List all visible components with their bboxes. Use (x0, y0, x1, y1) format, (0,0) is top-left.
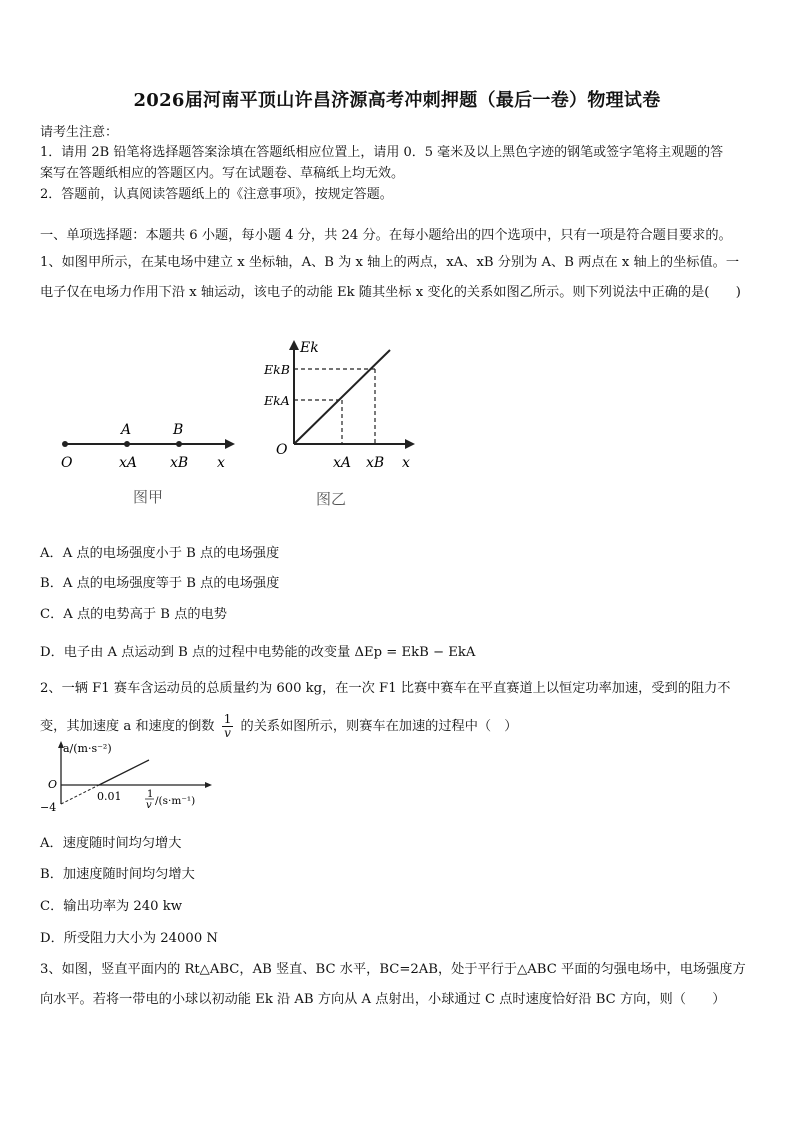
label-001: 0.01 (97, 790, 122, 803)
label-EkA: EkA (264, 393, 290, 408)
label-m4: −4 (40, 801, 57, 814)
q1-option-b: B．A 点的电场强度等于 B 点的电场强度 (40, 576, 280, 591)
q2-line-1: 2、一辆 F1 赛车含运动员的总质量约为 600 kg，在一次 F1 比赛中赛车在平直赛道上以恒定功率加速，受到的阻力不 (40, 681, 731, 696)
q1-line-2: 电子仅在电场力作用下沿 x 轴运动，该电子的动能 Ek 随其坐标 x 变化的关系如图乙所示。则下列说法中正确的是( ) (40, 285, 741, 300)
dashed-extension (61, 785, 99, 804)
point-B (176, 441, 182, 447)
q1-option-d: D．电子由 A 点运动到 B 点的过程中电势能的改变量 ΔEp = EkB − EkA (40, 645, 476, 660)
label-EkB: EkB (264, 362, 290, 377)
q2-option-c: C．输出功率为 240 kw (40, 899, 183, 914)
caption-jia: 图甲 (133, 488, 164, 506)
x-axis-arrow (225, 439, 235, 449)
notice-heading: 请考生注意： (40, 125, 119, 140)
q2-frac-den: v (224, 726, 231, 740)
label-xB: xB (170, 455, 189, 471)
caption-yi: 图乙 (316, 490, 347, 508)
point-A (124, 441, 130, 447)
section-heading: 一、单项选择题：本题共 6 小题，每小题 4 分，共 24 分。在每小题给出的四个选项中，只有一项是符合题目要求的。 (40, 228, 732, 243)
label-O: O (48, 778, 58, 791)
label-xA: xA (119, 455, 138, 471)
x-axis-arrow (205, 782, 212, 788)
label-x: x (217, 455, 225, 471)
q3-line-2: 向水平。若将一带电的小球以初动能 Ek 沿 AB 方向从 A 点射出，小球通过 C 点时速度恰好沿 BC 方向，则（ ） (40, 992, 726, 1007)
q2-fraction (222, 713, 234, 740)
q2-frac-num: 1 (223, 712, 232, 726)
q3-line-1: 3、如图，竖直平面内的 Rt△ABC，AB 竖直、BC 水平，BC=2AB，处于平行于△ABC 平面的匀强电场中，电场强度方 (40, 962, 746, 977)
figure-yi (258, 334, 428, 514)
label-O: O (276, 442, 288, 458)
notice-item-2: 2．答题前，认真阅读答题纸上的《注意事项》，按规定答题。 (40, 187, 393, 202)
q2-option-b: B．加速度随时间均匀增大 (40, 867, 195, 882)
label-x: x (402, 455, 410, 471)
notice-item-1-line-2: 案写在答题纸相应的答题区内。写在试题卷、草稿纸上均无效。 (40, 166, 405, 181)
label-O: O (61, 455, 73, 471)
xlabel-num: 1 (147, 789, 154, 800)
xlabel-unit: /(s·m⁻¹) (155, 795, 196, 807)
label-A: A (121, 422, 132, 438)
label-xA: xA (333, 455, 352, 471)
q2-graph (36, 738, 216, 820)
y-axis-arrow (289, 340, 299, 350)
ylabel: a/(m·s⁻²) (63, 742, 112, 755)
q2-line-2 (40, 713, 517, 740)
label-xB: xB (366, 455, 385, 471)
page-title: 2026届河南平顶山许昌济源高考冲刺押题（最后一卷）物理试卷 (133, 90, 661, 111)
q2-option-a: A．速度随时间均匀增大 (40, 836, 182, 851)
point-O (62, 441, 68, 447)
label-Ek: Ek (300, 340, 319, 356)
label-B: B (173, 422, 184, 438)
xlabel-den: v (146, 800, 152, 811)
q2-line-2-pre: 变，其加速度 a 和速度的倒数 (40, 719, 215, 734)
notice-item-1-line-1: 1．请用 2B 铅笔将选择题答案涂填在答题纸相应位置上，请用 0．5 毫米及以上黑色字迹的钢笔或签字笔将主观题的答 (40, 145, 724, 160)
a-line (99, 760, 149, 785)
q1-option-a: A．A 点的电场强度小于 B 点的电场强度 (40, 546, 280, 561)
q1-option-c: C．A 点的电势高于 B 点的电势 (40, 607, 227, 622)
q2-line-2-post: 的关系如图所示，则赛车在加速的过程中（ ） (240, 719, 518, 734)
figure-jia (55, 410, 255, 515)
q2-option-d: D．所受阻力大小为 24000 N (40, 931, 218, 946)
x-axis-arrow (405, 439, 415, 449)
q1-line-1: 1、如图甲所示，在某电场中建立 x 坐标轴，A、B 为 x 轴上的两点，xA、xB 分别为 A、B 两点在 x 轴上的坐标值。一 (40, 255, 740, 270)
